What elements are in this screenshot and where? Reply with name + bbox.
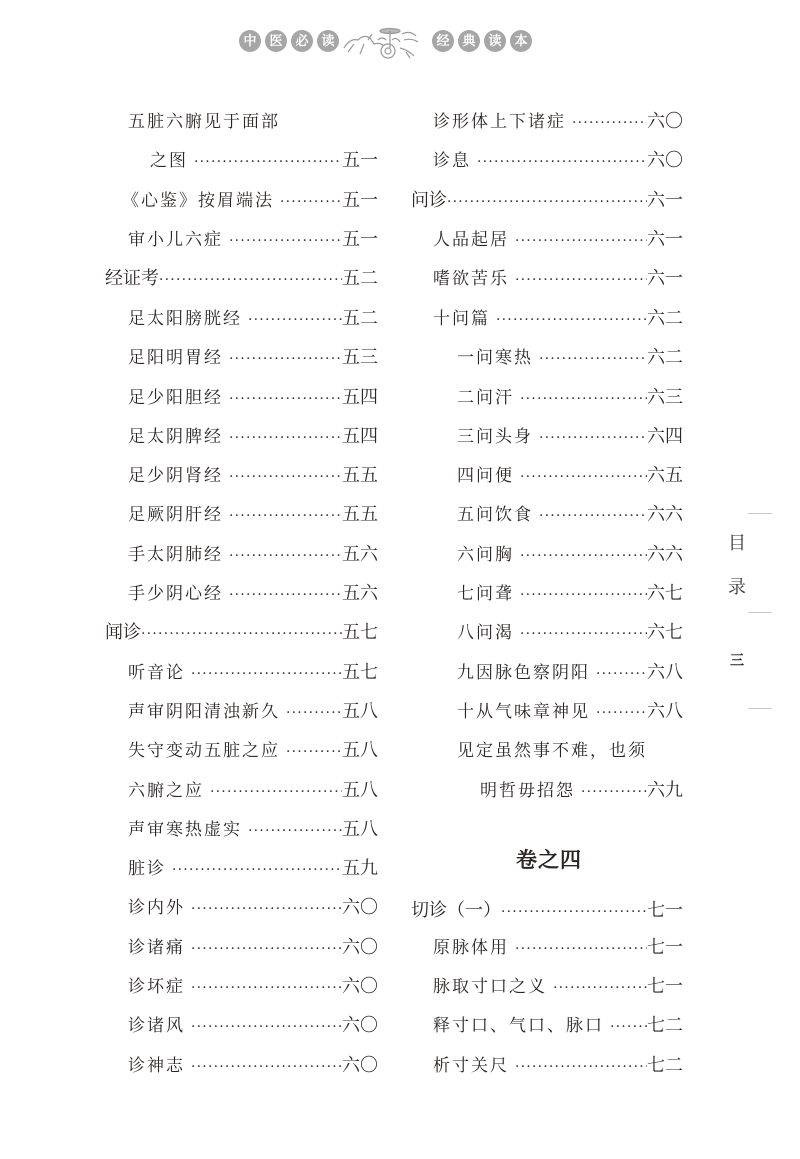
chariot-emblem-icon: [340, 26, 424, 60]
toc-entry[interactable]: [433, 264, 683, 294]
toc-entry[interactable]: [128, 383, 378, 413]
volume-heading: 卷之四: [516, 848, 582, 872]
title-badge: 本: [510, 30, 532, 52]
dot-leader: [229, 233, 342, 249]
toc-entry-title: 足少阳胆经: [128, 388, 223, 408]
dot-leader: [581, 784, 647, 800]
toc-entry-title: 审小儿六症: [128, 230, 223, 250]
toc-entry[interactable]: [128, 304, 378, 334]
toc-entry-title: 《心鉴》按眉端法: [122, 191, 274, 211]
toc-entry-page: 六一: [647, 229, 683, 250]
toc-entry-title: 脏诊: [128, 859, 166, 879]
toc-entry[interactable]: [411, 186, 683, 216]
toc-entry-page: 七二: [647, 1055, 683, 1076]
toc-entry-page: 六七: [647, 622, 683, 643]
dot-leader: [539, 508, 647, 524]
toc-entry[interactable]: [128, 500, 378, 530]
toc-entry-title: 嗜欲苦乐: [433, 269, 509, 289]
toc-entry[interactable]: [128, 697, 378, 727]
toc-entry-title: 手太阴肺经: [128, 545, 223, 565]
toc-entry-title: 三问头身: [457, 427, 533, 447]
dot-leader: [596, 705, 647, 721]
toc-entry-title: 失守变动五脏之应: [128, 741, 280, 761]
toc-entry[interactable]: [433, 933, 683, 963]
toc-entry-title: 诊形体上下诸症: [433, 112, 566, 132]
dot-leader: [447, 194, 647, 210]
dot-leader: [539, 351, 647, 367]
dot-leader: [172, 862, 342, 878]
toc-entry[interactable]: [128, 107, 378, 137]
toc-entry-page: 六三: [647, 387, 683, 408]
side-label-char: 录: [728, 577, 746, 598]
dot-leader: [141, 626, 342, 642]
toc-entry[interactable]: [433, 304, 683, 334]
dot-leader: [286, 705, 342, 721]
toc-entry-title: 足阳明胃经: [128, 348, 223, 368]
toc-entry[interactable]: [122, 186, 378, 216]
dot-leader: [229, 391, 342, 407]
dot-leader: [229, 587, 342, 603]
toc-entry-title: 之图: [150, 151, 188, 171]
toc-entry-page: 五六: [342, 544, 378, 565]
toc-entry[interactable]: [457, 343, 683, 373]
toc-entry[interactable]: [457, 579, 683, 609]
toc-entry-page: 五一: [342, 190, 378, 211]
running-header: [0, 26, 800, 60]
toc-entry-title: 十从气味章神见: [457, 702, 590, 722]
toc-entry-title: 声审寒热虚实: [128, 820, 242, 840]
toc-entry[interactable]: [457, 658, 683, 688]
dot-leader: [520, 548, 647, 564]
dot-leader: [520, 469, 647, 485]
dot-leader: [229, 351, 342, 367]
dot-leader: [520, 587, 647, 603]
toc-entry-page: 五二: [342, 268, 378, 289]
toc-entry-page: 六六: [647, 544, 683, 565]
toc-entry-page: 六〇: [342, 897, 378, 918]
toc-entry[interactable]: [128, 933, 378, 963]
dot-leader: [496, 312, 647, 328]
toc-entry-page: 六五: [647, 465, 683, 486]
toc-entry-title: 见定虽然事不难，也须: [457, 741, 647, 761]
divider: [748, 708, 772, 709]
toc-entry-title: 诊息: [433, 151, 471, 171]
dot-leader: [248, 823, 342, 839]
toc-entry-title: 脉取寸口之义: [433, 977, 547, 997]
toc-entry-page: 五五: [342, 504, 378, 525]
series-title-right: [432, 30, 532, 52]
toc-entry-title: 闻诊: [105, 622, 141, 643]
toc-entry-title: 四问便: [457, 466, 514, 486]
title-badge: 读: [484, 30, 506, 52]
toc-entry[interactable]: [457, 500, 683, 530]
dot-leader: [515, 1059, 647, 1075]
dot-leader: [280, 194, 342, 210]
toc-entry-title: 诊神志: [128, 1056, 185, 1076]
toc-entry-page: 六二: [647, 308, 683, 329]
title-badge: 读: [317, 30, 339, 52]
dot-leader: [248, 312, 342, 328]
toc-entry-title: 经证考: [105, 268, 159, 289]
toc-entry[interactable]: [433, 225, 683, 255]
toc-entry[interactable]: [128, 343, 378, 373]
page-number: 三: [730, 653, 744, 669]
toc-entry-page: 五一: [342, 229, 378, 250]
toc-entry[interactable]: [457, 736, 683, 766]
dot-leader: [229, 430, 342, 446]
section-side-tab: [725, 513, 775, 709]
toc-entry-title: 一问寒热: [457, 348, 533, 368]
toc-entry-page: 六八: [647, 662, 683, 683]
toc-entry-title: 诊诸风: [128, 1016, 185, 1036]
toc-entry[interactable]: [128, 422, 378, 452]
dot-leader: [515, 272, 647, 288]
dot-leader: [515, 941, 647, 957]
toc-entry[interactable]: [480, 776, 683, 806]
toc-entry-title: 析寸关尺: [433, 1056, 509, 1076]
toc-entry[interactable]: [433, 107, 683, 137]
toc-entry-page: 七一: [647, 976, 683, 997]
toc-entry-page: 六六: [647, 504, 683, 525]
dot-leader: [159, 272, 342, 288]
toc-entry-page: 五四: [342, 426, 378, 447]
toc-entry[interactable]: [457, 540, 683, 570]
toc-entry-page: 五七: [342, 662, 378, 683]
toc-entry-title: 十问篇: [433, 309, 490, 329]
dot-leader: [286, 744, 342, 760]
dot-leader: [572, 115, 647, 131]
toc-entry-title: 声审阴阳清浊新久: [128, 702, 280, 722]
toc-entry-title: 切诊（一）: [411, 900, 501, 921]
toc-entry-page: 五六: [342, 583, 378, 604]
toc-entry[interactable]: [128, 1011, 378, 1041]
toc-entry-page: 七一: [647, 937, 683, 958]
toc-entry[interactable]: [128, 225, 378, 255]
toc-entry[interactable]: [150, 146, 378, 176]
toc-entry-title: 足厥阴肝经: [128, 505, 223, 525]
toc-entry[interactable]: [411, 896, 683, 926]
toc-entry-title: 人品起居: [433, 230, 509, 250]
toc-entry-page: 六七: [647, 583, 683, 604]
toc-entry-page: 五一: [342, 150, 378, 171]
toc-entry-page: 七一: [647, 900, 683, 921]
toc-entry-title: 明哲毋招怨: [480, 781, 575, 801]
toc-entry-title: 诊坏症: [128, 977, 185, 997]
toc-entry-title: 五问饮食: [457, 505, 533, 525]
toc-entry-page: 五八: [342, 819, 378, 840]
toc-entry-page: 六四: [647, 426, 683, 447]
dot-leader: [191, 1059, 342, 1075]
dot-leader: [501, 904, 647, 920]
dot-leader: [194, 154, 342, 170]
title-badge: 医: [265, 30, 287, 52]
toc-entry[interactable]: [128, 461, 378, 491]
toc-entry[interactable]: [433, 1011, 683, 1041]
divider: [748, 612, 772, 613]
toc-entry-page: 六八: [647, 701, 683, 722]
toc-entry-page: 七二: [647, 1015, 683, 1036]
dot-leader: [229, 548, 342, 564]
toc-entry[interactable]: [457, 422, 683, 452]
toc-entry[interactable]: [128, 658, 378, 688]
toc-entry-title: 九因脉色察阴阳: [457, 663, 590, 683]
toc-entry-page: 六〇: [342, 1055, 378, 1076]
toc-entry-page: 六一: [647, 268, 683, 289]
dot-leader: [191, 980, 342, 996]
toc-entry-page: 六九: [647, 780, 683, 801]
toc-entry[interactable]: [433, 972, 683, 1002]
toc-entry[interactable]: [105, 264, 378, 294]
toc-entry-page: 五四: [342, 387, 378, 408]
toc-entry[interactable]: [433, 1051, 683, 1081]
toc-entry-page: 五三: [342, 347, 378, 368]
toc-entry-title: 足少阴肾经: [128, 466, 223, 486]
dot-leader: [191, 901, 342, 917]
dot-leader: [191, 666, 342, 682]
toc-entry-title: 释寸口、气口、脉口: [433, 1016, 604, 1036]
toc-entry-page: 六〇: [647, 111, 683, 132]
toc-entry-title: 五脏六腑见于面部: [128, 112, 280, 132]
title-badge: 必: [291, 30, 313, 52]
toc-entry[interactable]: [457, 618, 683, 648]
toc-entry-title: 足太阳膀胱经: [128, 309, 242, 329]
dot-leader: [539, 430, 647, 446]
toc-entry-title: 八问渴: [457, 623, 514, 643]
toc-entry[interactable]: [128, 736, 378, 766]
dot-leader: [520, 626, 647, 642]
title-badge: 中: [239, 30, 261, 52]
toc-entry-page: 六一: [647, 190, 683, 211]
toc-entry[interactable]: [105, 618, 378, 648]
dot-leader: [520, 391, 647, 407]
toc-entry-page: 六〇: [342, 937, 378, 958]
toc-entry-title: 诊内外: [128, 898, 185, 918]
toc-entry-title: 二问汗: [457, 388, 514, 408]
toc-entry-title: 六问胸: [457, 545, 514, 565]
toc-entry-title: 诊诸痛: [128, 938, 185, 958]
toc-entry[interactable]: [128, 972, 378, 1002]
toc-entry-title: 问诊: [411, 190, 447, 211]
title-badge: 典: [458, 30, 480, 52]
dot-leader: [191, 1019, 342, 1035]
divider: [748, 513, 772, 514]
toc-entry-title: 足太阴脾经: [128, 427, 223, 447]
toc-entry[interactable]: [128, 776, 378, 806]
dot-leader: [229, 508, 342, 524]
toc-entry-page: 五二: [342, 308, 378, 329]
toc-entry-title: 听音论: [128, 663, 185, 683]
toc-entry-page: 六二: [647, 347, 683, 368]
toc-entry-page: 五七: [342, 622, 378, 643]
toc-entry-title: 七问聋: [457, 584, 514, 604]
toc-entry-page: 五八: [342, 740, 378, 761]
toc-entry[interactable]: [128, 854, 378, 884]
title-badge: 经: [432, 30, 454, 52]
series-title-left: [239, 30, 339, 52]
dot-leader: [191, 941, 342, 957]
toc-entry[interactable]: [128, 540, 378, 570]
toc-entry-page: 五九: [342, 858, 378, 879]
toc-entry[interactable]: [457, 697, 683, 727]
toc-entry[interactable]: [457, 383, 683, 413]
toc-entry[interactable]: [433, 146, 683, 176]
dot-leader: [596, 666, 647, 682]
toc-entry[interactable]: [128, 579, 378, 609]
toc-entry-page: 五八: [342, 780, 378, 801]
side-label-char: 目: [728, 533, 746, 554]
toc-entry-title: 原脉体用: [433, 938, 509, 958]
toc-entry-page: 五五: [342, 465, 378, 486]
dot-leader: [553, 980, 647, 996]
dot-leader: [477, 154, 647, 170]
toc-entry[interactable]: [128, 893, 378, 923]
toc-entry[interactable]: [128, 1051, 378, 1081]
toc-entry-title: 六腑之应: [128, 781, 204, 801]
dot-leader: [515, 233, 647, 249]
dot-leader: [210, 784, 342, 800]
dot-leader: [229, 469, 342, 485]
toc-entry-page: 六〇: [647, 150, 683, 171]
toc-entry-title: 手少阴心经: [128, 584, 223, 604]
toc-entry-page: 五八: [342, 701, 378, 722]
toc-entry[interactable]: [457, 461, 683, 491]
toc-entry-page: 六〇: [342, 976, 378, 997]
toc-entry[interactable]: [128, 815, 378, 845]
toc-entry-page: 六〇: [342, 1015, 378, 1036]
dot-leader: [610, 1019, 647, 1035]
